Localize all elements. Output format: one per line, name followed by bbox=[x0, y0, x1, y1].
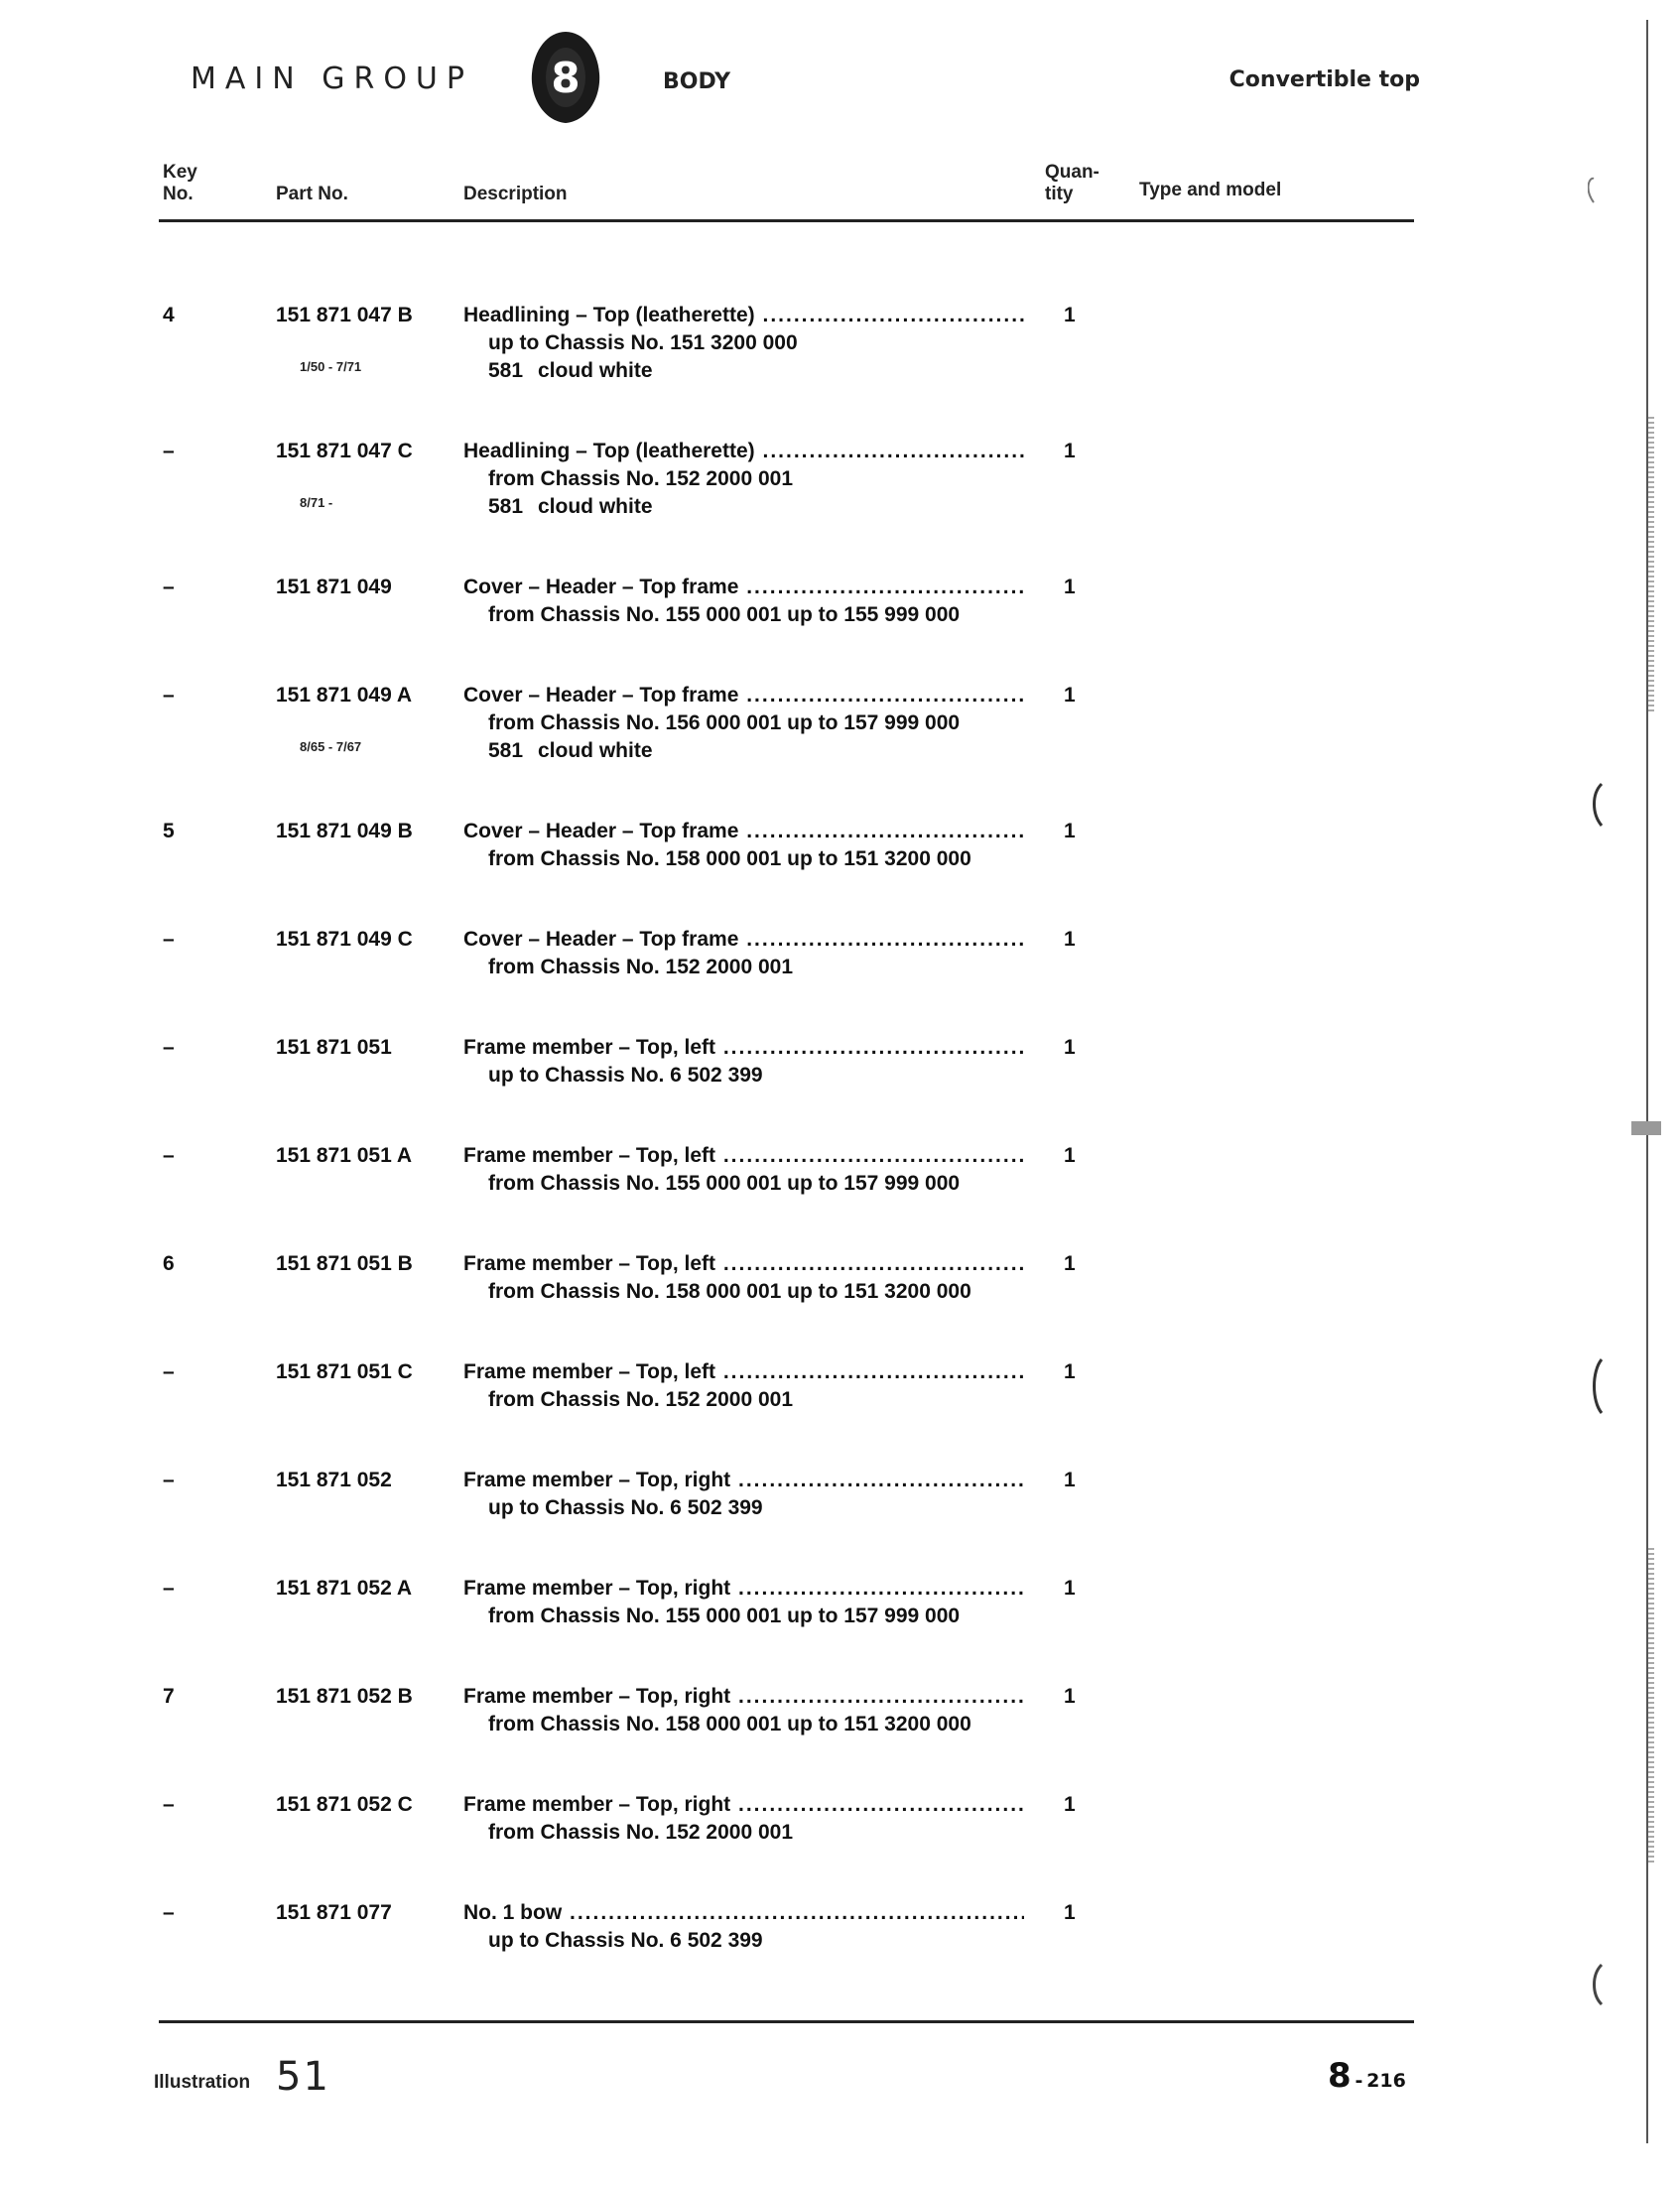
chassis-range: up to Chassis No. 6 502 399 bbox=[488, 1929, 763, 1952]
part-description: Cover – Header – Top frame ..... bbox=[463, 576, 1024, 601]
header-rule bbox=[159, 219, 1414, 222]
quantity: 1 bbox=[1064, 1901, 1076, 1924]
group-name: BODY bbox=[663, 69, 731, 94]
table-row bbox=[0, 928, 1680, 1027]
chassis-range: up to Chassis No. 6 502 399 bbox=[488, 1064, 763, 1087]
key-number: – bbox=[163, 1793, 175, 1816]
part-number: 151 871 051 bbox=[276, 1036, 392, 1059]
group-number-badge bbox=[526, 28, 605, 127]
page-number: 8 - 216 bbox=[1328, 2056, 1406, 2096]
key-number: 6 bbox=[163, 1252, 175, 1275]
chassis-range: from Chassis No. 155 000 001 up to 157 999 000 bbox=[488, 1172, 961, 1195]
quantity: 1 bbox=[1064, 1469, 1076, 1491]
table-row bbox=[0, 1901, 1680, 2000]
illustration-number: 51 bbox=[276, 2054, 330, 2100]
part-number: 151 871 049 B bbox=[276, 820, 413, 842]
chassis-range: from Chassis No. 152 2000 001 bbox=[488, 956, 794, 978]
part-number: 151 871 049 bbox=[276, 576, 392, 598]
part-description: No. 1 bow ..... bbox=[463, 1901, 1024, 1927]
table-row bbox=[0, 1685, 1680, 1784]
footer-rule bbox=[159, 2020, 1414, 2023]
key-number: 4 bbox=[163, 304, 175, 326]
chassis-range: from Chassis No. 155 000 001 up to 155 999 000 bbox=[488, 603, 961, 626]
key-number: – bbox=[163, 1469, 175, 1491]
key-number: – bbox=[163, 1036, 175, 1059]
page-sub-number: 216 bbox=[1366, 2070, 1406, 2092]
group-number: 8 bbox=[551, 54, 581, 102]
part-description: Frame member – Top, right ..... bbox=[463, 1577, 1024, 1603]
production-date: 1/50 - 7/71 bbox=[300, 359, 362, 374]
production-date: 8/71 - bbox=[300, 495, 333, 510]
part-description: Cover – Header – Top frame ..... bbox=[463, 684, 1024, 709]
key-number: – bbox=[163, 1577, 175, 1600]
table-row bbox=[0, 1469, 1680, 1568]
color-spec bbox=[488, 739, 653, 763]
quantity: 1 bbox=[1064, 1360, 1076, 1383]
color-spec bbox=[488, 495, 653, 519]
part-number: 151 871 052 bbox=[276, 1469, 392, 1491]
quantity: 1 bbox=[1064, 304, 1076, 326]
part-number: 151 871 051 A bbox=[276, 1144, 413, 1167]
chassis-range: from Chassis No. 158 000 001 up to 151 3200 000 bbox=[488, 847, 971, 870]
part-description: Frame member – Top, left ..... bbox=[463, 1144, 1024, 1170]
key-number: – bbox=[163, 1901, 175, 1924]
chassis-range: from Chassis No. 152 2000 001 bbox=[488, 1821, 794, 1844]
part-number: 151 871 052 C bbox=[276, 1793, 413, 1816]
page-group-number: 8 bbox=[1328, 2056, 1352, 2096]
table-row bbox=[0, 1360, 1680, 1460]
color-code: 581 bbox=[488, 739, 524, 762]
part-description: Cover – Header – Top frame ..... bbox=[463, 820, 1024, 845]
chassis-range: from Chassis No. 156 000 001 up to 157 999 000 bbox=[488, 711, 961, 734]
color-code: 581 bbox=[488, 359, 524, 382]
key-number: – bbox=[163, 576, 175, 598]
part-number: 151 871 049 C bbox=[276, 928, 413, 951]
chassis-range: up to Chassis No. 151 3200 000 bbox=[488, 331, 798, 354]
table-row bbox=[0, 1252, 1680, 1351]
table-row bbox=[0, 576, 1680, 675]
key-number: 5 bbox=[163, 820, 175, 842]
part-number: 151 871 077 bbox=[276, 1901, 392, 1924]
part-number: 151 871 051 C bbox=[276, 1360, 413, 1383]
chassis-range: from Chassis No. 158 000 001 up to 151 3200 000 bbox=[488, 1713, 971, 1735]
quantity: 1 bbox=[1064, 684, 1076, 707]
column-header-key-no: Key No. bbox=[163, 162, 197, 204]
table-row bbox=[0, 304, 1680, 403]
quantity: 1 bbox=[1064, 1793, 1076, 1816]
part-number: 151 871 051 B bbox=[276, 1252, 413, 1275]
chassis-range: from Chassis No. 155 000 001 up to 157 999 000 bbox=[488, 1605, 961, 1627]
table-row bbox=[0, 1793, 1680, 1892]
key-number: – bbox=[163, 440, 175, 462]
chassis-range: from Chassis No. 152 2000 001 bbox=[488, 1388, 794, 1411]
main-group-label: MAIN GROUP bbox=[191, 62, 473, 96]
part-number: 151 871 047 B bbox=[276, 304, 413, 326]
part-description: Frame member – Top, left ..... bbox=[463, 1252, 1024, 1278]
color-name: cloud white bbox=[538, 495, 653, 518]
column-header-description: Description bbox=[463, 184, 568, 204]
chassis-range: from Chassis No. 152 2000 001 bbox=[488, 467, 794, 490]
column-header-type-model: Type and model bbox=[1139, 180, 1282, 200]
quantity: 1 bbox=[1064, 1685, 1076, 1708]
part-description: Cover – Header – Top frame ..... bbox=[463, 928, 1024, 954]
quantity: 1 bbox=[1064, 1036, 1076, 1059]
table-row bbox=[0, 820, 1680, 919]
key-number: 7 bbox=[163, 1685, 175, 1708]
part-number: 151 871 052 B bbox=[276, 1685, 413, 1708]
quantity: 1 bbox=[1064, 1577, 1076, 1600]
color-name: cloud white bbox=[538, 359, 653, 382]
section-title: Convertible top bbox=[1228, 67, 1420, 92]
quantity: 1 bbox=[1064, 440, 1076, 462]
part-description: Frame member – Top, right ..... bbox=[463, 1469, 1024, 1494]
quantity: 1 bbox=[1064, 1252, 1076, 1275]
table-row bbox=[0, 1577, 1680, 1676]
production-date: 8/65 - 7/67 bbox=[300, 739, 362, 754]
binder-margin-decoration bbox=[1588, 20, 1680, 2163]
column-header-part-no: Part No. bbox=[276, 184, 348, 204]
color-code: 581 bbox=[488, 495, 524, 518]
part-description: Frame member – Top, left ..... bbox=[463, 1036, 1024, 1062]
key-number: – bbox=[163, 928, 175, 951]
illustration-label: Illustration bbox=[154, 2072, 251, 2093]
key-number: – bbox=[163, 684, 175, 707]
table-row bbox=[0, 1036, 1680, 1135]
table-row bbox=[0, 1144, 1680, 1243]
part-number: 151 871 052 A bbox=[276, 1577, 413, 1600]
quantity: 1 bbox=[1064, 820, 1076, 842]
part-description: Headlining – Top (leatherette) ..... bbox=[463, 304, 1024, 329]
column-header-quantity: Quan-tity bbox=[1045, 162, 1099, 204]
table-row bbox=[0, 440, 1680, 539]
quantity: 1 bbox=[1064, 1144, 1076, 1167]
part-description: Frame member – Top, left ..... bbox=[463, 1360, 1024, 1386]
color-name: cloud white bbox=[538, 739, 653, 762]
part-number: 151 871 049 A bbox=[276, 684, 413, 707]
quantity: 1 bbox=[1064, 576, 1076, 598]
key-number: – bbox=[163, 1144, 175, 1167]
part-number: 151 871 047 C bbox=[276, 440, 413, 462]
chassis-range: from Chassis No. 158 000 001 up to 151 3200 000 bbox=[488, 1280, 971, 1303]
part-description: Frame member – Top, right ..... bbox=[463, 1793, 1024, 1819]
part-description: Headlining – Top (leatherette) ..... bbox=[463, 440, 1024, 465]
quantity: 1 bbox=[1064, 928, 1076, 951]
color-spec bbox=[488, 359, 653, 383]
key-number: – bbox=[163, 1360, 175, 1383]
part-description: Frame member – Top, right ..... bbox=[463, 1685, 1024, 1711]
table-row bbox=[0, 684, 1680, 783]
chassis-range: up to Chassis No. 6 502 399 bbox=[488, 1496, 763, 1519]
